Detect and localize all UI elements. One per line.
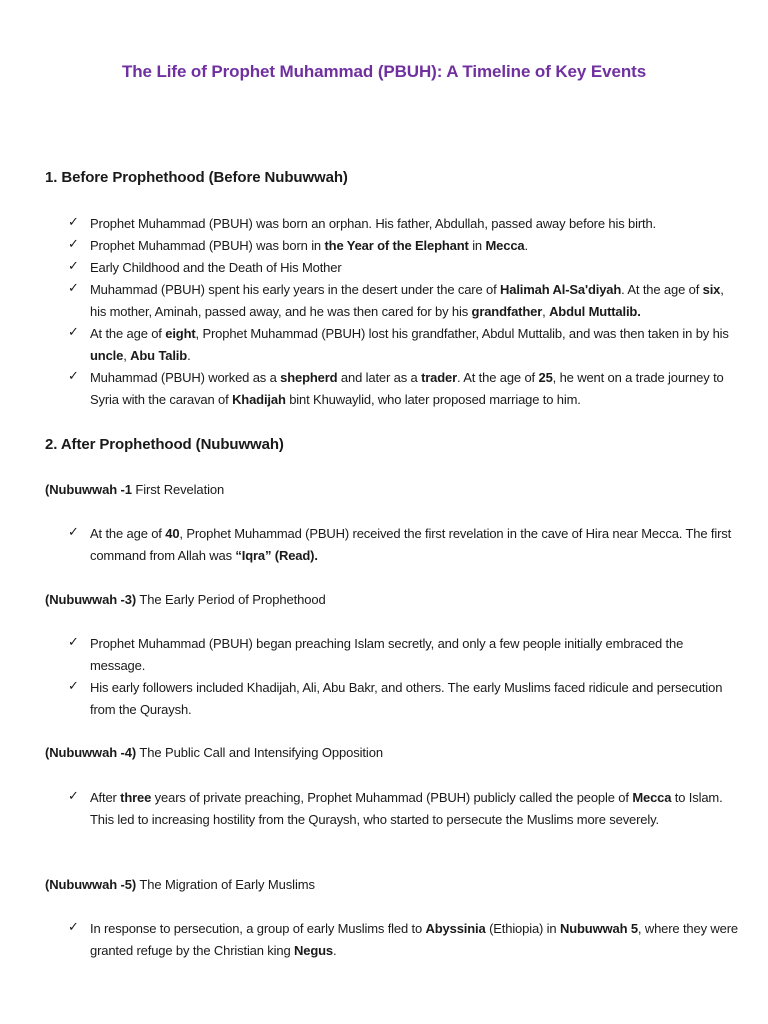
period-4-list [0, 918, 768, 962]
list-item [0, 323, 768, 367]
checkmark-icon: ✓ [68, 237, 79, 252]
list-item [0, 523, 768, 567]
item-text: , Prophet Muhammad (PBUH) received the first revelation in the cave of Hira near Mecca. The first command from Allah was [90, 526, 732, 563]
list-item [0, 633, 768, 677]
period-heading-2 [45, 592, 326, 607]
checkmark-icon: ✓ [68, 679, 79, 694]
item-text: . [333, 943, 337, 958]
emphasis-text: Abdul Muttalib. [549, 304, 641, 319]
emphasis-text: Abyssinia [425, 921, 486, 936]
item-text: , where they were granted refuge by the Christian king [90, 921, 738, 958]
emphasis-text: six [702, 282, 721, 297]
item-text: Prophet Muhammad (PBUH) was born an orphan. His father, Abdullah, passed away before his birth. [90, 216, 657, 231]
list-item [0, 918, 768, 962]
item-text: and later as a [337, 370, 422, 385]
item-text: Prophet Muhammad (PBUH) began preaching Islam secretly, and only a few people initially embraced the message. [90, 636, 684, 673]
emphasis-text: “Iqra” (Read). [235, 548, 318, 563]
checkmark-icon: ✓ [68, 281, 79, 296]
emphasis-text: the Year of the Elephant [324, 238, 469, 253]
item-text: , his mother, Aminah, passed away, and he was then cared for by his [90, 282, 724, 319]
emphasis-text: Mecca [632, 790, 672, 805]
list-item [0, 787, 768, 831]
item-text: . At the age of [621, 282, 703, 297]
period-label: The Early Period of Prophethood [136, 592, 326, 607]
checkmark-icon: ✓ [68, 325, 79, 340]
section-1-list [0, 213, 768, 411]
emphasis-text: shepherd [280, 370, 338, 385]
item-text: Muhammad (PBUH) worked as a [90, 370, 281, 385]
emphasis-text: 40 [165, 526, 180, 541]
checkmark-icon: ✓ [68, 215, 79, 230]
emphasis-text: Nubuwwah 5 [559, 921, 638, 936]
item-text: , he went on a trade journey to Syria with the caravan of [90, 370, 724, 407]
item-text: to Islam. This led to increasing hostility from the Quraysh, who started to persecute the Muslims more severely. [90, 790, 723, 827]
item-text: At the age of [90, 526, 166, 541]
period-1-list [0, 523, 768, 567]
period-tag: (Nubuwwah -5) [45, 877, 137, 892]
item-text: After [90, 790, 121, 805]
period-label: First Revelation [131, 482, 225, 497]
emphasis-text: Khadijah [232, 392, 286, 407]
period-label: The Migration of Early Muslims [136, 877, 315, 892]
list-item [0, 367, 768, 411]
checkmark-icon: ✓ [68, 920, 79, 935]
list-item [0, 677, 768, 721]
period-label: The Public Call and Intensifying Opposition [136, 745, 383, 760]
emphasis-text: trader [421, 370, 458, 385]
emphasis-text: uncle [90, 348, 124, 363]
section-2-heading: 2. After Prophethood (Nubuwwah) [45, 436, 284, 453]
emphasis-text: eight [165, 326, 196, 341]
item-text: Early Childhood and the Death of His Mother [90, 260, 342, 275]
period-3-list [0, 787, 768, 831]
item-text: In response to persecution, a group of early Muslims fled to [90, 921, 426, 936]
list-item [0, 257, 768, 279]
list-item [0, 235, 768, 257]
period-heading-4 [45, 877, 315, 892]
emphasis-text: grandfather [471, 304, 543, 319]
list-item [0, 279, 768, 323]
period-tag: (Nubuwwah -1 [45, 482, 132, 497]
item-text: His early followers included Khadijah, Ali, Abu Bakr, and others. The early Muslims faced ridicule and persecution from the Quraysh. [90, 680, 723, 717]
item-text: Prophet Muhammad (PBUH) was born in [90, 238, 325, 253]
period-heading-1 [45, 482, 224, 497]
emphasis-text: Mecca [485, 238, 525, 253]
checkmark-icon: ✓ [68, 525, 79, 540]
item-text: years of private preaching, Prophet Muhammad (PBUH) publicly called the people of [151, 790, 633, 805]
item-text: , Prophet Muhammad (PBUH) lost his grandfather, Abdul Muttalib, and was then taken in by his [195, 326, 729, 341]
period-heading-3 [45, 745, 383, 760]
checkmark-icon: ✓ [68, 369, 79, 384]
period-tag: (Nubuwwah -3) [45, 592, 137, 607]
item-text: , [542, 304, 550, 319]
checkmark-icon: ✓ [68, 789, 79, 804]
emphasis-text: Abu Talib [130, 348, 188, 363]
item-text: . [524, 238, 528, 253]
emphasis-text: three [120, 790, 152, 805]
emphasis-text: Negus [294, 943, 334, 958]
document-title: The Life of Prophet Muhammad (PBUH): A Timeline of Key Events [121, 62, 647, 81]
list-item [0, 213, 768, 235]
item-text: . At the age of [457, 370, 539, 385]
emphasis-text: 25 [538, 370, 553, 385]
item-text: Muhammad (PBUH) spent his early years in the desert under the care of [90, 282, 501, 297]
period-2-list [0, 633, 768, 721]
item-text: At the age of [90, 326, 166, 341]
emphasis-text: Halimah Al-Sa'diyah [500, 282, 622, 297]
item-text: , [123, 348, 131, 363]
item-text: bint Khuwaylid, who later proposed marriage to him. [285, 392, 581, 407]
period-tag: (Nubuwwah -4) [45, 745, 137, 760]
section-1-heading: 1. Before Prophethood (Before Nubuwwah) [45, 169, 348, 186]
item-text: . [187, 348, 191, 363]
item-text: (Ethiopia) in [485, 921, 560, 936]
checkmark-icon: ✓ [68, 259, 79, 274]
item-text: in [468, 238, 486, 253]
checkmark-icon: ✓ [68, 635, 79, 650]
